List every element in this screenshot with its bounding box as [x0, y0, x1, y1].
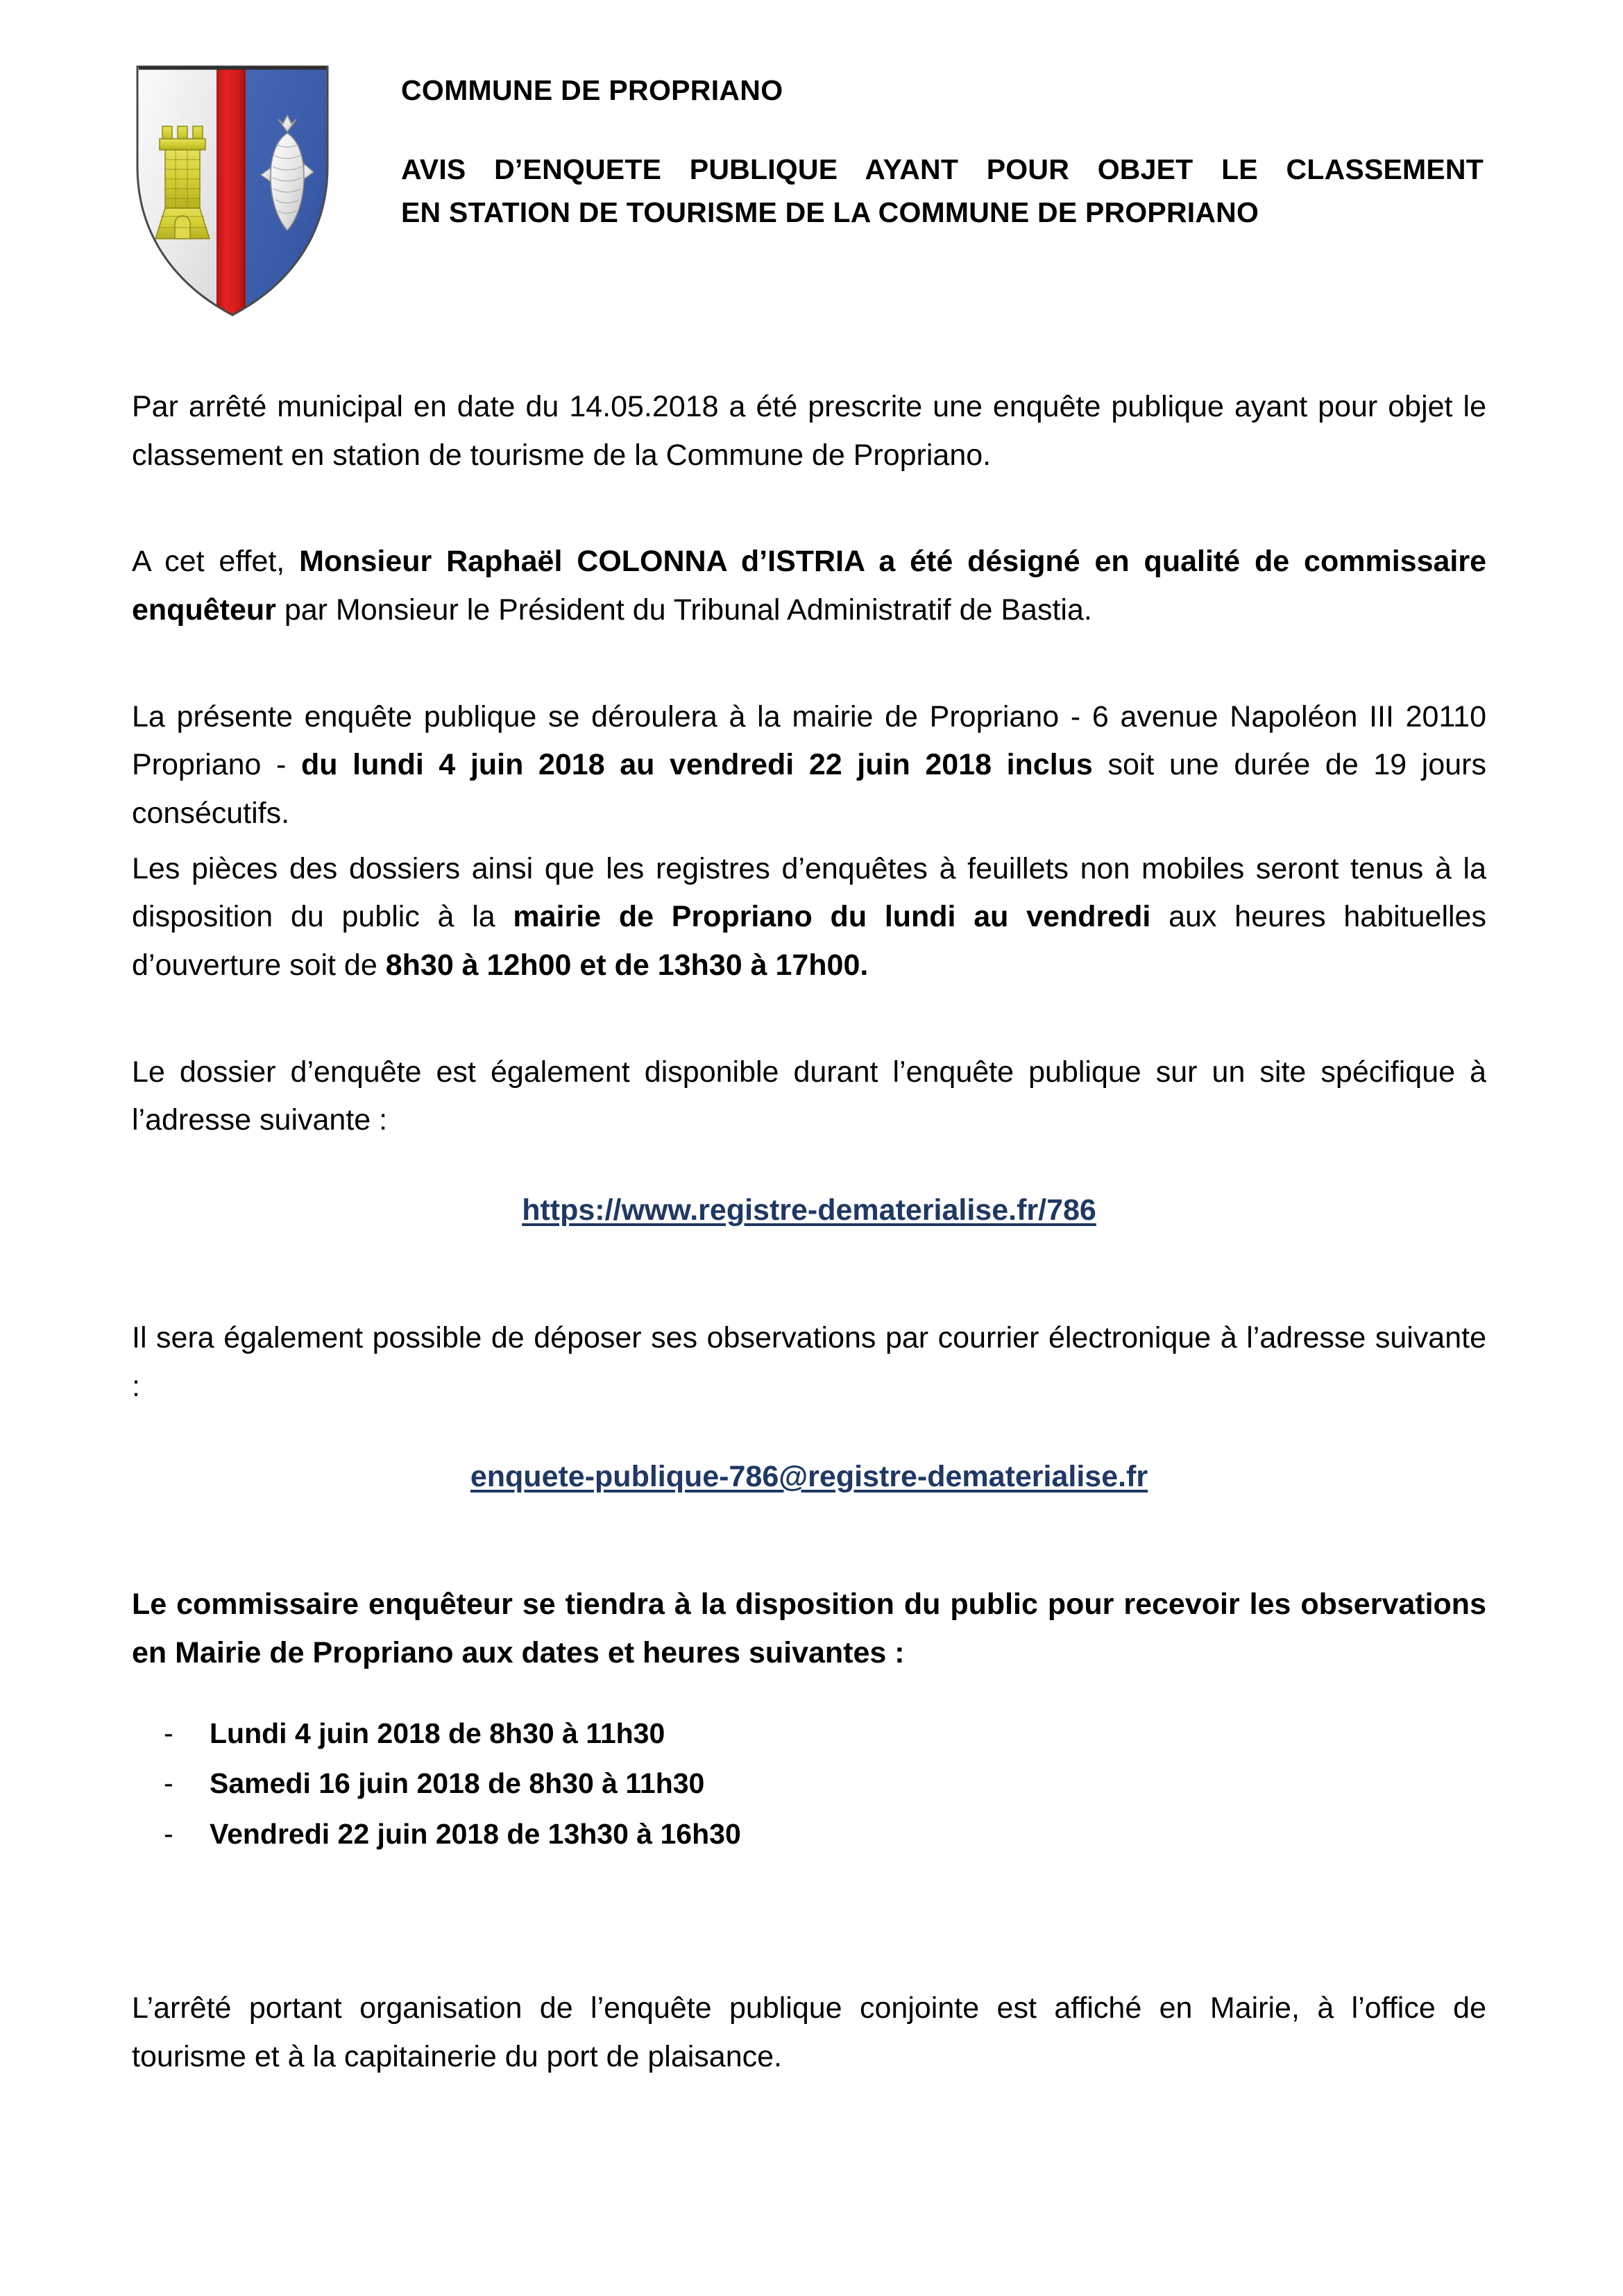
enquete-email-link[interactable]: enquete-publique-786@registre-dematerialise.fr	[470, 1459, 1148, 1493]
paragraph-permanences-intro-text: Le commissaire enquêteur se tiendra à la disposition du public pour recevoir les observations en Mairie de Propriano aux dates et heures suivantes :	[132, 1588, 1486, 1669]
paragraph-arrete-text: Par arrêté municipal en date du 14.05.2018 a été prescrite une enquête publique ayant pour objet le classement en station de tourisme de la Commune de Propriano.	[132, 390, 1486, 472]
spacer	[132, 1941, 1486, 1984]
page-title-line-1: AVIS D’ENQUETE PUBLIQUE AYANT POUR OBJET LE CLASSEMENT	[401, 153, 1484, 185]
text-duree-enquete: soit une durée de 19 jours consécutifs.	[132, 748, 1486, 830]
paragraph-site-dedie	[132, 1048, 1486, 1145]
page-title	[401, 148, 1484, 235]
bullet-dash-icon: -	[164, 1818, 173, 1851]
paragraph-courrier-electronique-text: Il sera également possible de déposer ses observations par courrier électronique à l’adresse suivante :	[132, 1321, 1486, 1404]
spacer	[132, 838, 1486, 845]
spacer	[132, 1499, 1486, 1581]
permanence-date-2: Samedi 16 juin 2018 de 8h30 à 11h30	[210, 1767, 705, 1800]
coat-of-arms-icon	[132, 62, 333, 319]
spacer	[132, 1678, 1486, 1708]
paragraph-courrier-electronique	[132, 1314, 1486, 1411]
document-header	[132, 56, 1485, 319]
list-item	[132, 1708, 1486, 1759]
text-lieu-enquete: La présente enquête publique se déroulera à la mairie de Propriano - 6 avenue Napoléon III 20110 Propriano -	[132, 699, 1486, 782]
commune-name: COMMUNE DE PROPRIANO	[401, 74, 783, 106]
text-heures-intro: aux heures habituelles d’ouverture soit de	[132, 900, 1486, 982]
permanence-date-1: Lundi 4 juin 2018 de 8h30 à 11h30	[210, 1717, 665, 1749]
paragraph-affichage-text: L’arrêté portant organisation de l’enquête publique conjointe est affiché en Mairie, à l’office de tourisme et à la capitainerie du port de plaisance.	[132, 1991, 1486, 2074]
spacer	[132, 479, 1486, 538]
paragraph-dossiers-horaires	[132, 845, 1486, 990]
paragraph-enquete-dates	[132, 693, 1486, 838]
spacer	[132, 1411, 1486, 1454]
header-title-block	[340, 56, 1485, 235]
bullet-dash-icon: -	[164, 1717, 173, 1749]
paragraph-arrete	[132, 383, 1486, 479]
permanences-list	[132, 1708, 1486, 1860]
page-title-line-2: EN STATION DE TOURISME DE LA COMMUNE DE PROPRIANO	[401, 196, 1259, 229]
paragraph-site-dedie-text: Le dossier d’enquête est également disponible durant l’enquête publique sur un site spécifique à l’adresse suivante :	[132, 1055, 1486, 1137]
paragraph-permanences-intro	[132, 1581, 1486, 1677]
paragraph-affichage	[132, 1984, 1486, 2081]
email-link-row	[132, 1454, 1486, 1499]
text-heures-ouverture: 8h30 à 12h00 et de 13h30 à 17h00.	[385, 948, 869, 982]
list-item	[132, 1809, 1486, 1860]
spacer	[132, 1860, 1486, 1941]
text-tribunal: par Monsieur le Président du Tribunal Administratif de Bastia.	[275, 593, 1092, 627]
bullet-dash-icon: -	[164, 1767, 173, 1800]
spacer	[132, 1232, 1486, 1314]
text-commissaire-name: Monsieur Raphaël COLONNA d’ISTRIA a été désigné en qualité de commissaire enquêteur	[132, 545, 1486, 627]
text-periode-enquete: du lundi 4 juin 2018 au vendredi 22 juin 2018 inclus	[300, 748, 1093, 782]
spacer	[132, 635, 1486, 693]
paragraph-commissaire-designation	[132, 538, 1486, 634]
spacer	[132, 1145, 1486, 1188]
registre-website-link[interactable]: https://www.registre-dematerialise.fr/786	[522, 1193, 1096, 1227]
text-mairie-jours: mairie de Propriano du lundi au vendredi	[513, 900, 1151, 934]
website-link-row	[132, 1188, 1486, 1233]
text-pieces-dossiers: Les pièces des dossiers ainsi que les registres d’enquêtes à feuillets non mobiles seront tenus à la disposition du public à la	[132, 851, 1486, 934]
crest-container	[132, 56, 340, 319]
document-body	[132, 383, 1486, 2082]
text-a-cet-effet: A cet effet,	[132, 545, 300, 579]
permanence-date-3: Vendredi 22 juin 2018 de 13h30 à 16h30	[210, 1818, 741, 1851]
spacer	[132, 990, 1486, 1048]
list-item	[132, 1758, 1486, 1809]
